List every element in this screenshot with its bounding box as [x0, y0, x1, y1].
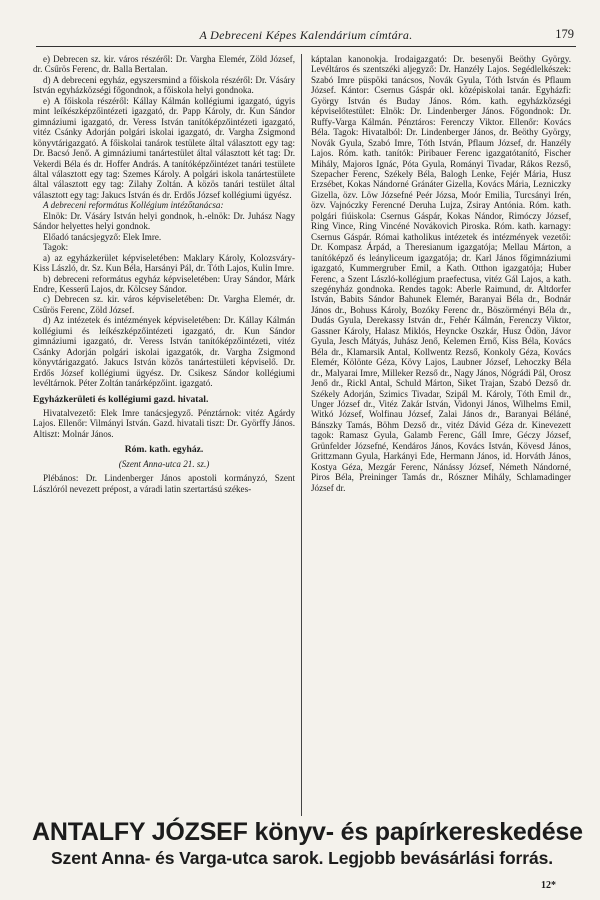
paragraph: Előadó tanácsjegyző: Elek Imre. [43, 231, 162, 242]
ad-business: könyv- és papírkereskedése [254, 818, 583, 846]
paragraph: e) A főiskola részéről: Kállay Kálmán kollégiumi igazgató, úgyis mint leíkészképzőintézeti igazgató, dr. Papp Károly, dr. Kun Sándor gimnáziumi igazgató, dr. Veress István tanítóképzőintézeti igazgató, vitéz Csánky Adorján polgári iskolai igazgató, dr. Vargha Zsigmond könyvtárigazgató. A főiskolai tanárok testülete által választott egy tag: Dr. Bacsó Jenő. A gimnáziumi tanártestület által választott két tag: Dr. Vekerdi Béla és dr. Hoffer András. A tanítóképzőintézet tanári testülete által választott egy tag: Szemes Károly. A polgári iskola tanártestülete által választott egy tag: Zilahy Zoltán. A közös tanári testület által választott egy tag: Jakucs István és dr. Erdős József kollégiumi ügyész. [33, 95, 295, 200]
column-divider [301, 54, 302, 816]
paragraph: Plébános: Dr. Lindenberger János apostoli kormányzó, Szent Lászlóról nevezett prépost, a váradi latin szertartású székes- [33, 473, 295, 494]
paragraph: A debreceni református Kollégium intézőtanácsa: [43, 200, 224, 211]
page-number: 179 [555, 27, 574, 41]
paragraph: a) az egyházkerület képviseletében: Maklary Károly, Kolozsváry-Kiss László, dr. Sz. Kun Béla, Harsányi Pál, dr. Tóth Lajos, Kulin Imre. [33, 252, 295, 274]
signature-mark: 12* [541, 880, 556, 891]
paragraph: b) debreceni református egyház képviseletében: Uray Sándor, Márk Endre, Kesserű Lajos, dr. Kölcsey Sándor. [33, 273, 295, 294]
left-column [33, 54, 295, 816]
section-heading: Egyházkerületi és kollégiumi gazd. hivatal. [33, 393, 209, 405]
paragraph: e) Debrecen sz. kir. város részéről: Dr. Vargha Elemér, Zöld József, dr. Csűrös Ferenc, dr. Balla Bertalan. [33, 54, 295, 75]
running-title: A Debreceni Képes Kalendárium címtára. [199, 28, 413, 42]
section-subheading: (Szent Anna-utca 21. sz.) [118, 458, 210, 469]
ad-company-name: ANTALFY JÓZSEF [32, 818, 248, 846]
paragraph: káptalan kanonokja. Irodaigazgató: Dr. besenyői Beöthy György. Levéltáros és szentszéki aljegyző: Dr. Hanzély Lajos. Segédlelkészek: Szabó Imre püspöki tanácsos, Novák Gyula, Tóth István és Pflaum József. Kántor: Csernus Gáspár okl. középiskolai tanár. Egyházfi: György István és Buday János. Róm. kath. egyházközségi képviselőtestület: Elnök: Dr. Lindenberger János. Főgondnok: Dr. Ruffy-Varga Kálmán. Pénztáros: Ferenczy Viktor. Ellenőr: Kovács Béla. Tagok: Hivatalból: Dr. Lindenberger János, dr. Beöthy György, Novák Gyula, Szabó Imre, Tóth István, Pflaum József, dr. Hanzély Lajos. Róm. kath. tanítók: Piribauer Ferenc igazgatótanító, Fischer Mihály, Majoros Ignác, Póta Gyula, Rományi Tivadar, Rákos Rezső, Szepacher Ferenc, Székely Béla, Balogh Lenke, Fejér Mária, Husz Erzsébet, Kokas Nándorné Gránáter Gizella, Kovács Mária, Lezniczky Gizella, özv. Löw Józsefné Peér Józsa, Moór Emilia, Turcsányi Irén, özv. Vajnóczky Ferencné Deruha Lujza, Zsiray Antónia. Róm. kath. polgári fiúiskola: Csernus Gáspár, Kokas Nándor, Rimóczy József, Ring Vince, Ring Vincéné Novákovich Piroska. Róm. kath. karnagy: Csernus Gáspár. Római katholikus intézetek és intézmények vezetői: Dr. Kompasz Árpád, a Theresianum igazgatója; Mellau Márton, a tanítóképző és leányliceum igazgatója; dr. Karl János főgimnáziumi igazgató, Kummergruber Emil, a Kath. Otthon igazgatója; Huber Ferenc, a Szent László-kollégium praefectusa, vitéz Gál Lajos, a kath. szegényház gondnoka. Rendes tagok: Aberle Raimund, dr. Altdorfer István, Babits Sándor Bahunek Elemér, Baranyai Béla dr., Bodnár János dr., Bohuss Károly, Bozóky Ferenc dr., Böszörményi Béla dr., Dudás Gyula, Derekassy István dr., Fehér Kálmán, Ferenczy Viktor, Gassner Károly, Halasz Miklós, Heyncke Oszkár, Husz Ödön, Jávor Gyula, Jesch Mátyás, Juhász Jenő, Kelemen Ernő, Kiss Béla, Kovács Béla dr., Klamarsik Antal, Kollwentz Rezső, Konkoly Géza, Kovács Elemér, Kölönte Géza, Kövy Lajos, Laubner József, Lehoczky Béla dr., Malyarai Imre, Milleker Rezső dr., Nagy János, Nógrádi Pál, Orosz Jenő dr., Rickl Antal, Schuld Márton, Siket Trajan, Szabó Dezső dr. Székely Adorján, Szimics Tivadar, Szipál M. Károly, Tóth Emil dr., Unger József dr., Vitéz Zakár István, Vidonyi János, Wilhelms Emil, Witkó József, Wolfinau József, Zalai János dr., Baranyai Béláné, Bánszky Tamás, Böhm Dezső dr., vitéz Dávid Géza dr. Kinevezett tagok: Ramasz Gyula, Galamb Ferenc, Gáll Imre, Géczy József, Grünfelder Józsefné, Kendáros János, Kovács István, Kövesd János, Grittzmann Gyula, Harkányi Ede, Hermann János, id. Horváth János, Kostya Géza, Mezgár Ferenc, Nánássy József, Németh Nándorné, Piros Béla, Preininger Tamás dr., Rószner Mihály, Schlamadinger József dr. [311, 54, 571, 493]
paragraph: d) Az intézetek és intézmények képviseletében: Dr. Kállay Kálmán kollégiumi és leíkészképzőintézeti igazgató, dr. Kun Sándor gimnáziumi igazgató, dr. Veress István tanítóképzőintézeti, vitéz Csánky Adorján polgári iskolai igazgatók, dr. Vargha Zsigmond könyvtárigazgató. Jakucs István közös tanártestületi képviselő. Dr. Erdős József kollégiumi ügyész. Dr. Csikesz Sándor kollégiumi levéltárnok. Péter Zoltán tanárképzőint. igazgató. [33, 315, 295, 389]
section-heading: Róm. kath. egyház. [124, 444, 204, 456]
paragraph: c) Debrecen sz. kir. város képviseletében: Dr. Vargha Elemér, dr. Csűrös Ferenc, Zöld József. [33, 294, 295, 315]
paragraph: Elnök: Dr. Vásáry István helyi gondnok, h.-elnök: Dr. Juhász Nagy Sándor helyettes helyi gondnok. [33, 210, 295, 232]
paragraph: d) A debreceni egyház, egyszersmind a főiskola részéről: Dr. Vásáry István egyházközségi főgondnok, a főiskola helyi gondnoka. [33, 74, 295, 96]
running-header [36, 26, 576, 47]
ad-headline [32, 818, 583, 846]
paragraph: Hivatalvezető: Elek Imre tanácsjegyző. Pénztárnok: vitéz Agárdy Lajos. Ellenőr: Vilmányi István. Gazd. hivatali tiszt: Dr. Györffy János. Altiszt: Molnár János. [33, 407, 295, 439]
right-column [311, 54, 571, 816]
advertisement [32, 818, 583, 869]
paragraph: Tagok: [43, 242, 69, 253]
ad-address: Szent Anna- és Varga-utca sarok. Legjobb bevásárlási forrás. [50, 848, 553, 868]
